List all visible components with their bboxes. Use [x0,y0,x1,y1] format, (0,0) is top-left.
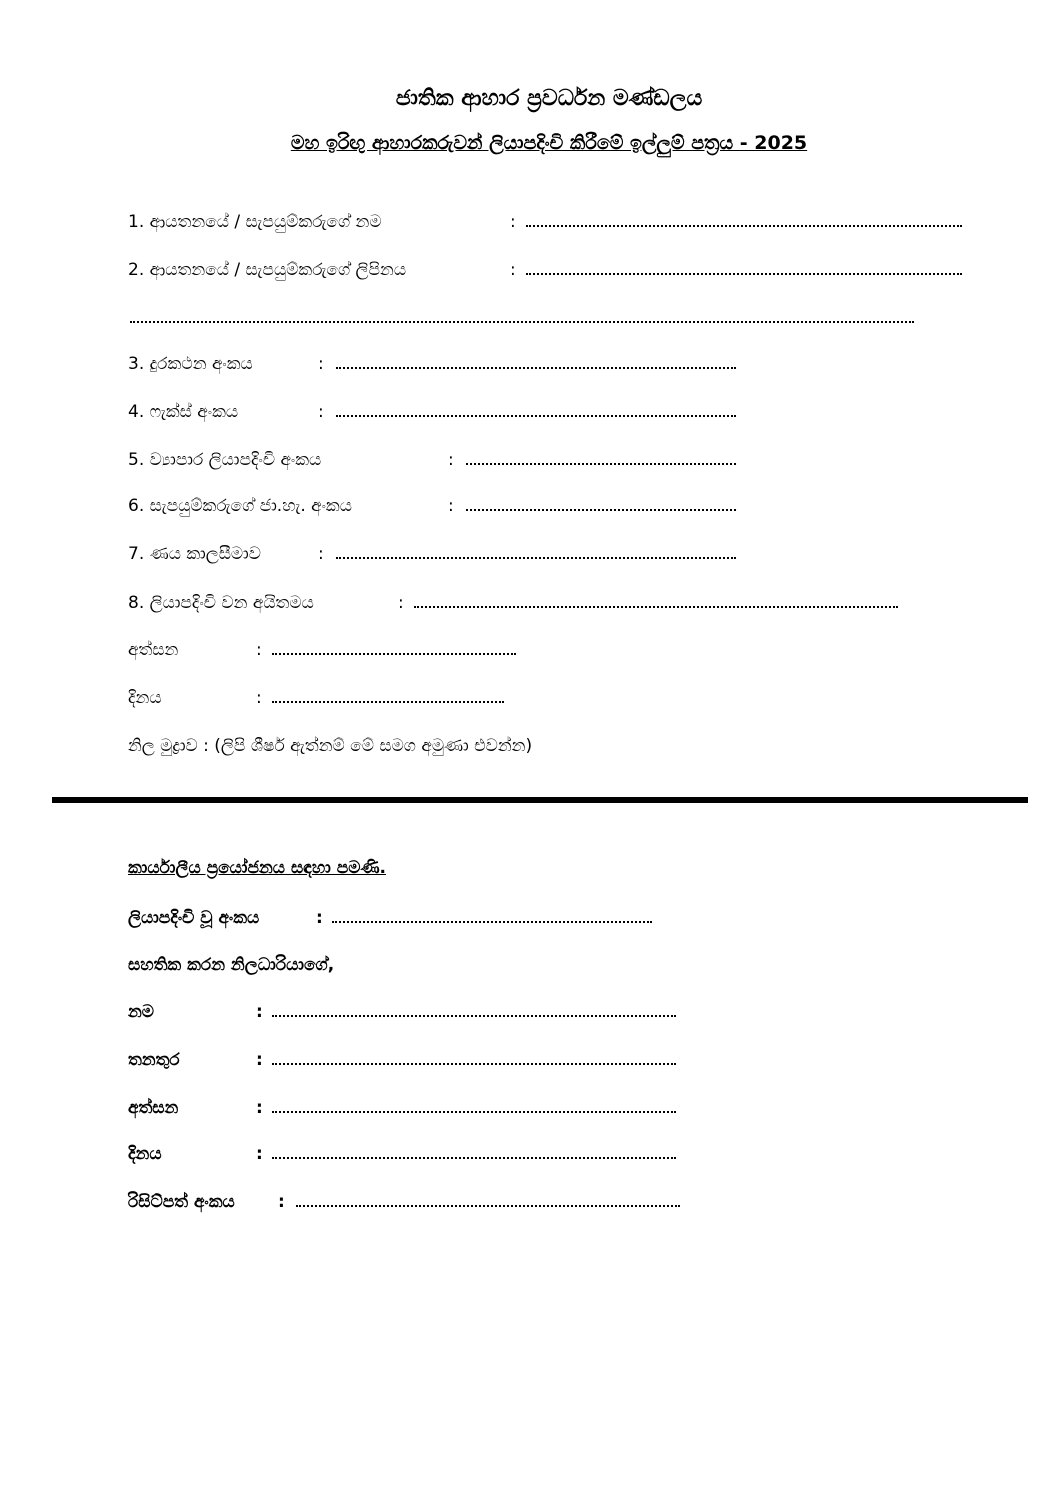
field-label: 7. ණය කාලසීමාව [128,544,261,564]
blank-line[interactable] [336,415,736,417]
field-label: අත්සන [128,1098,179,1118]
field-colon: : [318,354,324,374]
field-applicant-date [128,686,528,712]
blank-line[interactable] [296,1205,680,1207]
field-label: 2. ආයතනයේ / සැපයුම්කරුගේ ලිපිනය [128,260,407,280]
field-fax [128,400,748,426]
blank-line[interactable] [272,1015,676,1017]
section-divider [52,797,1028,803]
certifying-officer-label [128,953,528,979]
field-colon: : [318,544,324,564]
field-colon: : [510,212,516,232]
blank-line[interactable] [272,701,504,703]
blank-line[interactable] [272,1063,676,1065]
field-label: 6. සැපයුම්කරුගේ ජා.හැ. අංකය [128,496,352,516]
field-colon: : [448,450,454,470]
blank-line[interactable] [336,557,736,559]
field-label: රිසිට්පත් අංකය [128,1192,235,1212]
official-seal-note [128,734,828,760]
field-supplier-nic [128,494,748,520]
field-officer-position [128,1048,688,1074]
field-credit-period [128,542,748,568]
field-telephone [128,352,748,378]
field-colon: : [256,1002,263,1022]
field-colon: : [256,640,262,660]
field-label: 5. ව්‍යාපාර ලියාපදිංචි අංකය [128,450,322,470]
field-officer-name [128,1000,688,1026]
blank-line[interactable] [332,921,652,923]
field-label: නම [128,1002,155,1022]
blank-line[interactable] [466,463,736,465]
field-colon: : [318,402,324,422]
blank-line[interactable] [526,225,962,227]
field-institution-address [128,258,968,284]
field-colon: : [256,1144,263,1164]
blank-line[interactable] [414,606,898,608]
field-label: ලියාපදිංචි වූ අංකය [128,908,260,928]
blank-line[interactable] [466,509,736,511]
seal-note-text: නිල මුද්‍රාව : (ලිපි ශීර්ෂ ඇත්නම් මේ සමග අමුණා එවන්න) [128,736,533,756]
field-registration-item [128,591,908,617]
field-colon: : [256,1050,263,1070]
field-colon: : [278,1192,285,1212]
office-use-heading: කාර්යාලීය ප්‍රයෝජනය සඳහා පමණි. [128,858,387,878]
blank-line[interactable] [272,653,516,655]
field-address-continuation [128,306,918,332]
field-label: දිනය [128,688,162,708]
field-label: 4. ෆැක්ස් අංකය [128,402,239,422]
field-colon: : [510,260,516,280]
field-receipt-number [128,1190,688,1216]
field-colon: : [448,496,454,516]
certify-text: සහතික කරන නිලධාරියාගේ, [128,955,335,975]
field-colon: : [256,1098,263,1118]
field-label: දිනය [128,1144,162,1164]
blank-line[interactable] [336,367,736,369]
field-registered-number [128,906,688,932]
field-officer-signature [128,1096,688,1122]
blank-line[interactable] [272,1157,676,1159]
field-institution-name [128,210,968,236]
field-business-registration [128,448,748,474]
field-label: අත්සන [128,640,179,660]
document-subtitle: මහ ඉරිඟු ආහාරකරුවන් ලියාපදිංචි කිරීමේ ඉල්ලුම් පත්‍රය - 2025 [290,132,808,154]
blank-line[interactable] [526,273,962,275]
document-title: ජාතික ආහාර ප්‍රවර්ධන මණ්ඩලය [395,86,703,111]
field-colon: : [256,688,262,708]
field-officer-date [128,1142,688,1168]
field-label: 1. ආයතනයේ / සැපයුම්කරුගේ නම [128,212,382,232]
field-label: 3. දුරකථන අංකය [128,354,253,374]
field-label: තනතුර [128,1050,180,1070]
blank-line[interactable] [130,321,914,323]
field-applicant-signature [128,638,528,664]
field-colon: : [398,593,404,613]
field-colon: : [316,908,323,928]
blank-line[interactable] [272,1111,676,1113]
field-label: 8. ලියාපදිංචි වන අයිතමය [128,593,314,613]
